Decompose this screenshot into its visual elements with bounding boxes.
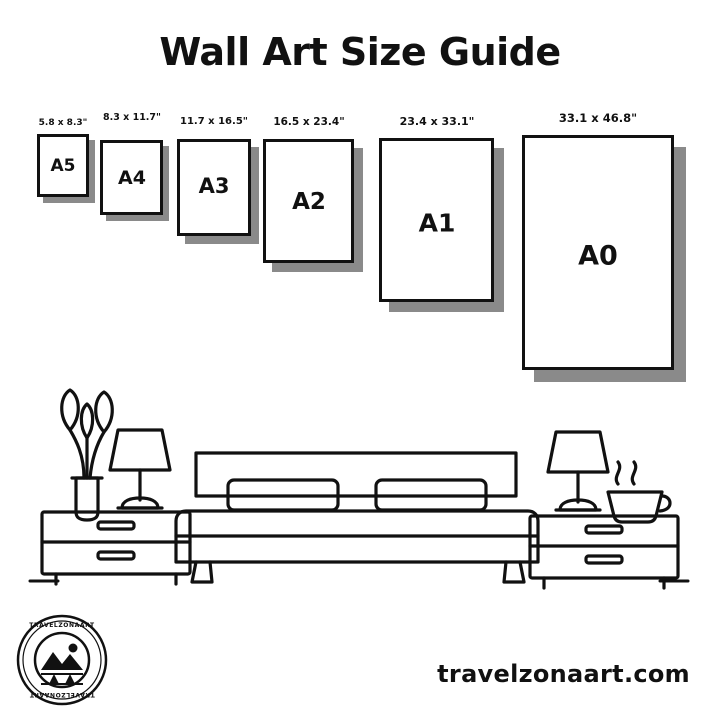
frame-dimension: 23.4 x 33.1"	[399, 115, 475, 128]
logo-text-bottom: TRAVELZONAART	[29, 691, 95, 698]
frame-label: A3	[198, 174, 230, 198]
right-nightstand	[530, 516, 678, 588]
frame-label: A0	[578, 240, 618, 272]
frame-dimension: 16.5 x 23.4"	[273, 116, 345, 128]
frame-label: A2	[292, 189, 326, 215]
page-title: Wall Art Size Guide	[159, 30, 561, 74]
frame-dimension: 11.7 x 16.5"	[180, 116, 248, 127]
frame-dimension: 33.1 x 46.8"	[558, 111, 638, 125]
frame-dimension: 5.8 x 8.3"	[38, 118, 88, 128]
vase-with-flowers	[62, 390, 113, 520]
coffee-cup	[608, 462, 670, 522]
site-url: travelzonaart.com	[437, 660, 690, 688]
frame-label: A4	[118, 167, 146, 189]
frame-label: A1	[418, 208, 456, 238]
table-lamp-left	[110, 430, 170, 508]
frame-label: A5	[50, 156, 76, 176]
bedroom-scene	[0, 370, 720, 610]
bed	[176, 453, 538, 582]
frame-dimension: 8.3 x 11.7"	[103, 112, 161, 123]
logo-text-top: TRAVELZONAART	[29, 622, 95, 629]
brand-logo	[16, 614, 108, 706]
table-lamp-right	[548, 432, 608, 510]
left-nightstand	[42, 512, 190, 584]
